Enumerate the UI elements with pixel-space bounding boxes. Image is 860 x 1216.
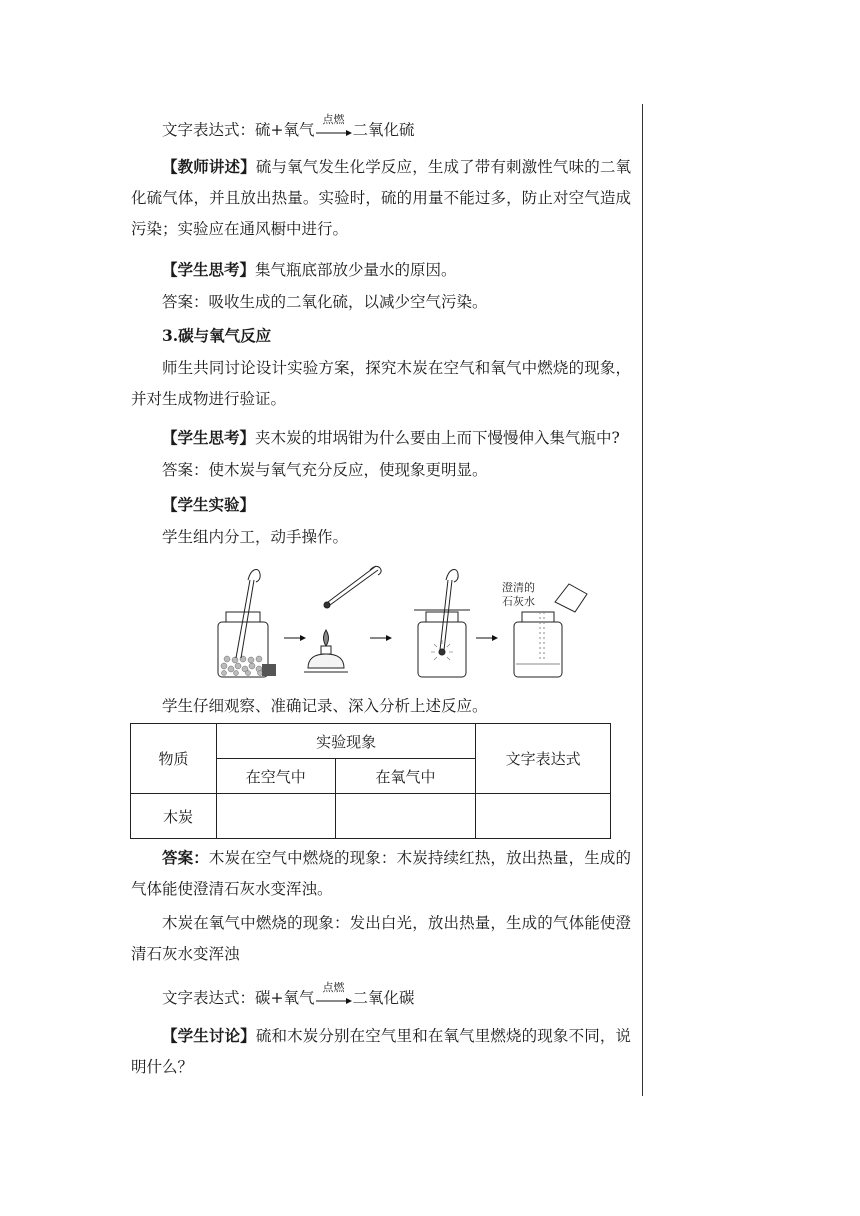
- limewater-label-line2: 石灰水: [502, 595, 535, 608]
- reaction-condition: 点燃: [322, 113, 345, 126]
- equation-reactants: 文字表达式：硫+氧气: [162, 121, 315, 139]
- word-equation-sulfur: [162, 113, 415, 140]
- header-in-air: 在空气中: [216, 759, 335, 794]
- header-phenomenon: 实验现象: [216, 724, 475, 759]
- observe-text: 学生仔细观察、准确记录、深入分析上述反应。: [162, 697, 488, 715]
- word-equation-carbon: [162, 981, 415, 1008]
- header-expression: 文字表达式: [476, 724, 611, 794]
- student-experiment-tag: 【学生实验】: [162, 495, 256, 514]
- paragraph-text: 集气瓶底部放少量水的原因。: [255, 261, 457, 279]
- paragraph-text: 夹木炭的坩埚钳为什么要由上而下慢慢伸入集气瓶中?: [255, 429, 620, 447]
- equation-reactants: 文字表达式：碳+氧气: [162, 989, 315, 1007]
- row-charcoal-label: 木炭: [131, 794, 217, 839]
- answer-1: 答案：吸收生成的二氧化硫，以减少空气污染。: [162, 293, 488, 311]
- alcohol-lamp-with-tongs: [304, 566, 381, 672]
- margin-rule: [642, 104, 643, 1096]
- header-substance: 物质: [131, 724, 217, 794]
- section-heading: 3.碳与氧气反应: [162, 326, 272, 345]
- experiment-design-text: 师生共同讨论设计实验方案，探究木炭在空气和氧气中燃烧的现象，并对生成物进行验证。: [131, 359, 631, 408]
- answer-tag: 答案：: [162, 848, 209, 867]
- equation-product: 二氧化硫: [352, 121, 415, 139]
- arrow-1: [284, 635, 306, 641]
- cell-oxygen-empty: [335, 794, 476, 839]
- section-tag: 【学生讨论】: [162, 1026, 256, 1045]
- paragraph-text: 硫与氧气发生化学反应，生成了带有刺激性气味的二氧化硫气体，并且放出热量。实验时，硫的用量不能过多，防止对空气造成污染；实验应在通风橱中进行。: [131, 158, 631, 238]
- student-thinking-1: [131, 254, 631, 286]
- section-tag: 【学生思考】: [162, 260, 256, 279]
- reaction-condition: 点燃: [322, 981, 345, 994]
- paragraph-text: 硫和木炭分别在空气里和在氧气里燃烧的现象不同，说明什么？: [131, 1027, 631, 1076]
- equation-product: 二氧化碳: [352, 989, 415, 1007]
- answer-3: [131, 842, 631, 905]
- answer-2: 答案：使木炭与氧气充分反应，使现象更明显。: [162, 461, 488, 479]
- cell-air-empty: [216, 794, 335, 839]
- section-tag: 【教师讲述】: [162, 157, 256, 176]
- jar-with-charcoal: [218, 570, 268, 678]
- section-tag: 【学生思考】: [162, 428, 256, 447]
- reaction-arrow: [316, 113, 352, 139]
- group-work-text: 学生组内分工，动手操作。: [162, 528, 349, 546]
- cell-expression-empty: [476, 794, 611, 839]
- teacher-explanation: [131, 151, 631, 245]
- student-discussion: [131, 1020, 631, 1083]
- oxygen-burning-text: 木炭在氧气中燃烧的现象：发出白光，放出热量，生成的气体能使澄清石灰水变浑浊: [131, 914, 631, 963]
- observation-table: [130, 723, 611, 839]
- arrow-3: [476, 635, 498, 641]
- charcoal-block: [262, 664, 276, 676]
- student-thinking-2: [131, 422, 631, 454]
- jar-with-oxygen: [414, 570, 470, 678]
- paragraph-text: 木炭在空气中燃烧的现象：木炭持续红热，放出热量，生成的气体能使澄清石灰水变浑浊。: [131, 849, 631, 898]
- experiment-illustration: [200, 560, 600, 685]
- limewater-label-line1: 澄清的: [502, 581, 535, 594]
- reaction-arrow: [316, 981, 352, 1007]
- header-in-oxygen: 在氧气中: [335, 759, 476, 794]
- arrow-2: [370, 635, 392, 641]
